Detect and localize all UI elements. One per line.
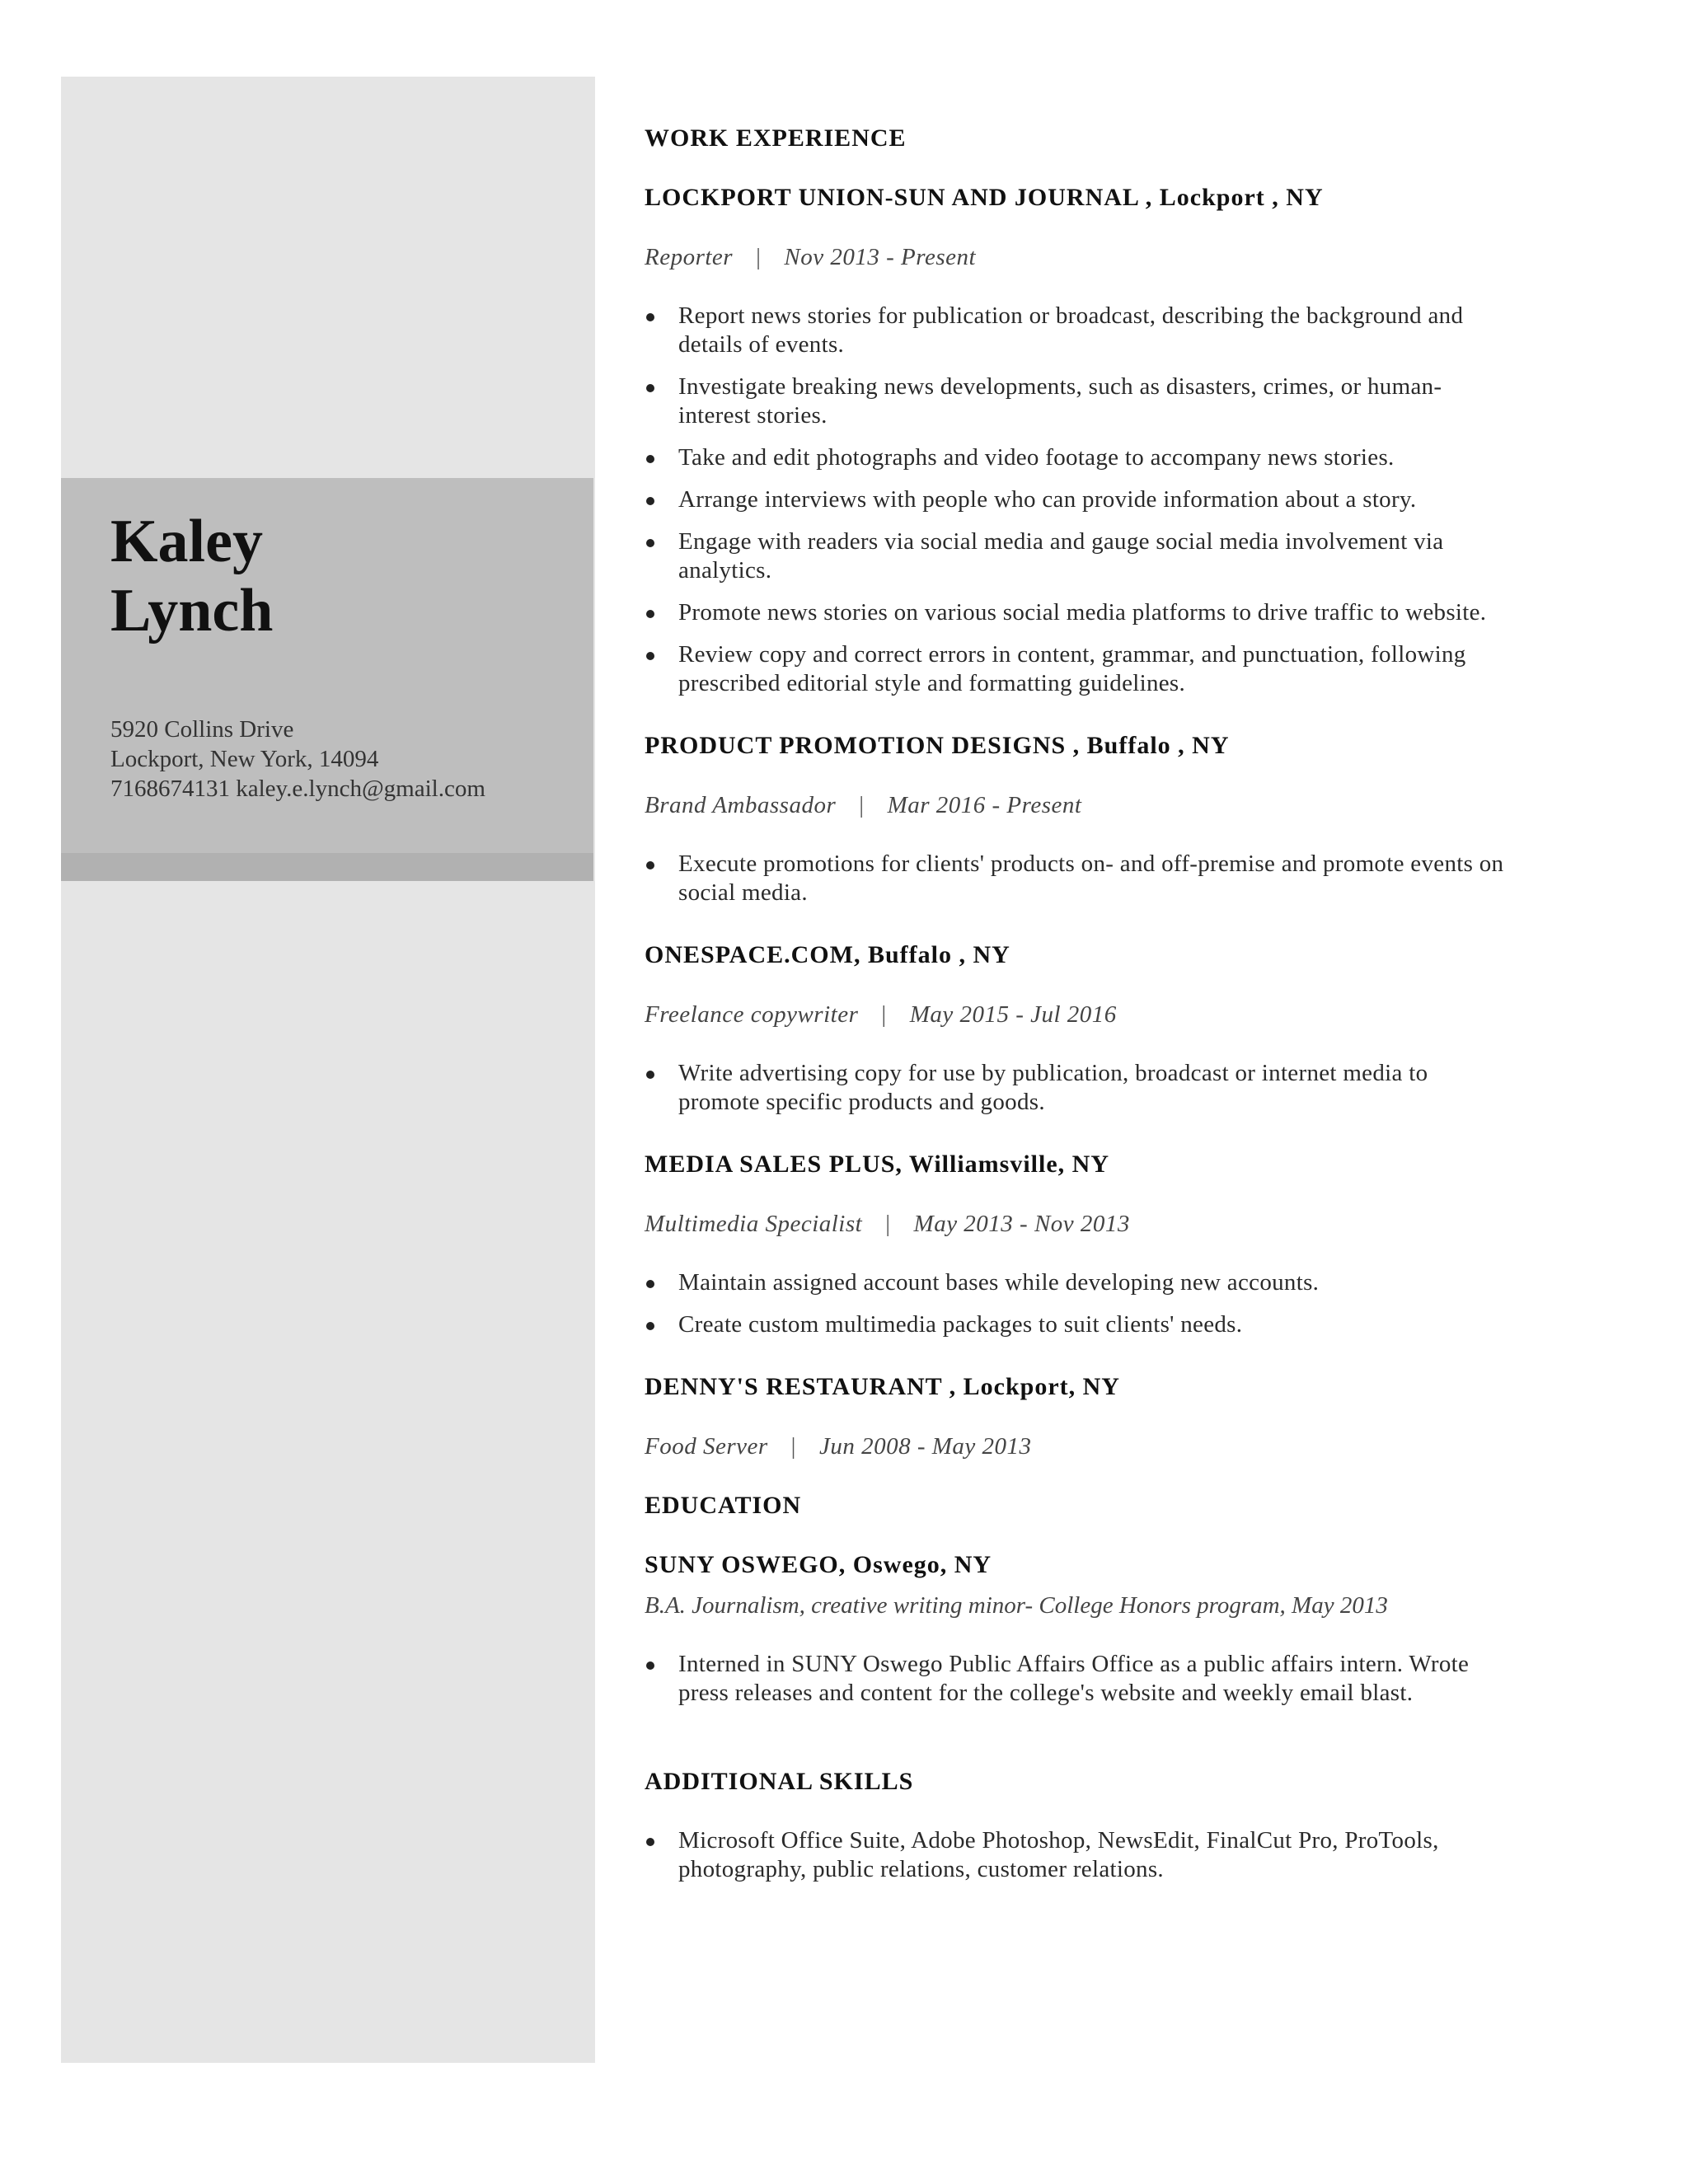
job-company: MEDIA SALES PLUS, Williamsville, NY xyxy=(645,1151,1109,1178)
list-item: Investigate breaking news developments, such as disasters, crimes, or human-interest stories. xyxy=(645,373,1510,430)
separator: | xyxy=(756,244,762,270)
job-company: ONESPACE.COM, Buffalo , NY xyxy=(645,941,1010,968)
separator: | xyxy=(859,792,865,818)
job-entry xyxy=(645,1150,1510,1339)
job-entry xyxy=(645,1372,1510,1461)
main-content xyxy=(645,124,1510,1897)
list-item: Microsoft Office Suite, Adobe Photoshop, NewsEdit, FinalCut Pro, ProTools, photography, public relations, customer relations. xyxy=(645,1826,1510,1884)
list-item: Take and edit photographs and video footage to accompany news stories. xyxy=(645,443,1510,472)
separator: | xyxy=(881,1001,887,1028)
address-line-2: Lockport, New York, 14094 xyxy=(110,746,379,772)
education-bullets xyxy=(645,1650,1510,1708)
job-role-line xyxy=(645,790,1510,820)
job-dates: Jun 2008 - May 2013 xyxy=(818,1433,1032,1460)
job-bullets xyxy=(645,302,1510,698)
list-item: Promote news stories on various social media platforms to drive traffic to website. xyxy=(645,598,1510,627)
candidate-name xyxy=(110,507,273,645)
separator: | xyxy=(790,1433,796,1460)
job-bullets xyxy=(645,1268,1510,1339)
last-name: Lynch xyxy=(110,577,274,644)
list-item: Create custom multimedia packages to suit clients' needs. xyxy=(645,1310,1510,1339)
list-item: Report news stories for publication or broadcast, describing the background and details of events. xyxy=(645,302,1510,359)
skills-bullets xyxy=(645,1826,1510,1884)
separator: | xyxy=(885,1211,891,1237)
address-line-1: 5920 Collins Drive xyxy=(110,716,294,743)
job-entry xyxy=(645,731,1510,907)
list-item: Engage with readers via social media and gauge social media involvement via analytics. xyxy=(645,527,1510,585)
job-role: Multimedia Specialist xyxy=(645,1211,863,1237)
job-role: Freelance copywriter xyxy=(645,1001,859,1028)
job-role-line xyxy=(645,1432,1510,1461)
work-experience-title: WORK EXPERIENCE xyxy=(645,124,907,152)
job-dates: May 2013 - Nov 2013 xyxy=(913,1211,1130,1237)
degree: B.A. Journalism, creative writing minor- College Honors program, May 2013 xyxy=(645,1592,1388,1619)
job-dates: Mar 2016 - Present xyxy=(887,792,1082,818)
job-dates: Nov 2013 - Present xyxy=(784,244,977,270)
list-item: Interned in SUNY Oswego Public Affairs Office as a public affairs intern. Wrote press releases and content for the college's website and weekly email blast. xyxy=(645,1650,1510,1708)
list-item: Maintain assigned account bases while developing new accounts. xyxy=(645,1268,1510,1297)
job-role: Reporter xyxy=(645,244,734,270)
job-role-line xyxy=(645,1000,1510,1029)
job-entry xyxy=(645,183,1510,698)
job-company: LOCKPORT UNION-SUN AND JOURNAL , Lockport , NY xyxy=(645,184,1324,211)
name-block-strip xyxy=(61,853,593,881)
job-role: Brand Ambassador xyxy=(645,792,837,818)
first-name: Kaley xyxy=(110,508,263,575)
list-item: Write advertising copy for use by publication, broadcast or internet media to promote specific products and goods. xyxy=(645,1059,1510,1117)
education-title: EDUCATION xyxy=(645,1492,802,1519)
job-role-line xyxy=(645,1209,1510,1239)
list-item: Execute promotions for clients' products on- and off-premise and promote events on social media. xyxy=(645,850,1510,907)
name-block xyxy=(61,478,593,853)
list-item: Review copy and correct errors in content, grammar, and punctuation, following prescribed editorial style and formatting guidelines. xyxy=(645,640,1510,698)
list-item: Arrange interviews with people who can provide information about a story. xyxy=(645,485,1510,514)
job-role: Food Server xyxy=(645,1433,768,1460)
contact-info xyxy=(110,715,485,804)
school-name: SUNY OSWEGO, Oswego, NY xyxy=(645,1551,992,1578)
job-company: PRODUCT PROMOTION DESIGNS , Buffalo , NY xyxy=(645,732,1230,759)
phone-email: 7168674131 kaley.e.lynch@gmail.com xyxy=(110,776,485,802)
job-role-line xyxy=(645,242,1510,272)
job-bullets xyxy=(645,850,1510,907)
skills-title: ADDITIONAL SKILLS xyxy=(645,1768,914,1795)
job-bullets xyxy=(645,1059,1510,1117)
job-entry xyxy=(645,940,1510,1117)
job-company: DENNY'S RESTAURANT , Lockport, NY xyxy=(645,1373,1120,1400)
job-dates: May 2015 - Jul 2016 xyxy=(909,1001,1117,1028)
sidebar xyxy=(61,77,595,2063)
